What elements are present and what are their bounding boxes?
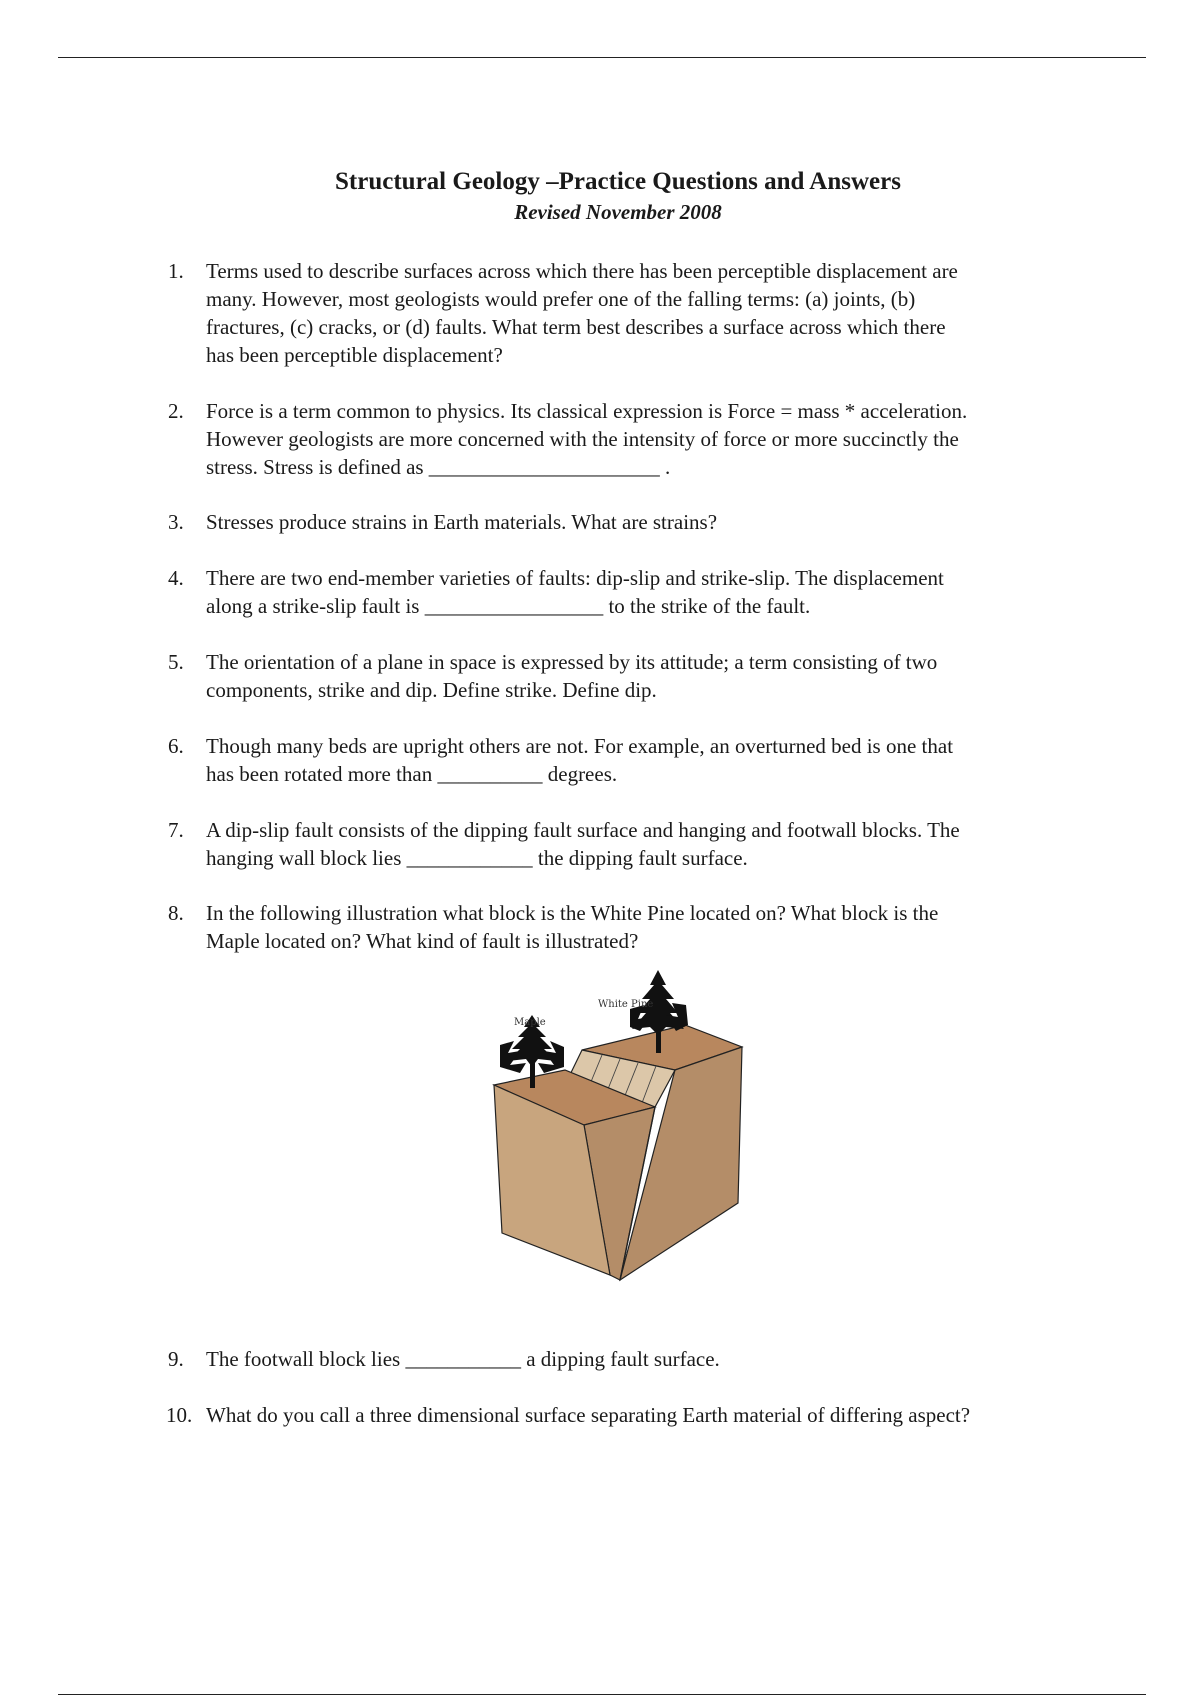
question-text: There are two end-member varieties of faults: dip-slip and strike-slip. The displacement along a strike-slip fault is _________________ to the strike of the fault. (206, 566, 944, 618)
fault-block-diagram (480, 975, 780, 1315)
question-3 (168, 508, 1108, 536)
question-number: 3. (168, 510, 184, 534)
white-pine-label: White Pine (598, 999, 654, 1010)
question-text: In the following illustration what block is the White Pine located on? What block is the Maple located on? What kind of fault is illustrated? (206, 901, 939, 953)
question-number: 9. (168, 1347, 184, 1371)
question-number: 6. (168, 734, 184, 758)
question-number: 7. (168, 818, 184, 842)
question-text: Though many beds are upright others are not. For example, an overturned bed is one that has been rotated more than __________ degrees. (206, 734, 954, 786)
question-number: 10. (166, 1403, 193, 1427)
question-text: Stresses produce strains in Earth materials. What are strains? (206, 510, 718, 534)
bottom-rule (58, 1694, 1146, 1695)
maple-label: Maple (514, 1017, 546, 1028)
question-9 (168, 1345, 1108, 1373)
question-2 (168, 397, 1108, 481)
question-text: What do you call a three dimensional surface separating Earth material of differing aspect? (206, 1403, 971, 1427)
question-6 (168, 732, 1108, 788)
question-number: 8. (168, 901, 184, 925)
question-7 (168, 816, 1108, 872)
document-subtitle: Revised November 2008 (514, 200, 722, 224)
question-number: 1. (168, 259, 184, 283)
question-10 (168, 1401, 1108, 1429)
question-5 (168, 648, 1108, 704)
document-title: Structural Geology –Practice Questions and Answers (335, 168, 901, 195)
question-4 (168, 564, 1108, 620)
question-text: The orientation of a plane in space is expressed by its attitude; a term consisting of two components, strike and dip. Define strike. Define dip. (206, 650, 938, 702)
top-rule (58, 57, 1146, 58)
question-number: 2. (168, 399, 184, 423)
question-text: A dip-slip fault consists of the dipping fault surface and hanging and footwall blocks. The hanging wall block lies ____________ the dipping fault surface. (206, 818, 960, 870)
question-text: The footwall block lies ___________ a dipping fault surface. (206, 1347, 720, 1371)
question-number: 5. (168, 650, 184, 674)
question-1 (168, 257, 1108, 369)
question-text: Force is a term common to physics. Its classical expression is Force = mass * acceleration. However geologists are more concerned with the intensity of force or more succinctly the stress. Stress is defined as ______________________ . (206, 399, 968, 479)
question-number: 4. (168, 566, 184, 590)
question-text: Terms used to describe surfaces across which there has been perceptible displacement are many. However, most geologists would prefer one of the falling terms: (a) joints, (b) fractures, (c) cracks, or (d) faults. What term best describes a surface across which there has been perceptible displacement? (206, 259, 958, 367)
question-8 (168, 899, 1108, 955)
